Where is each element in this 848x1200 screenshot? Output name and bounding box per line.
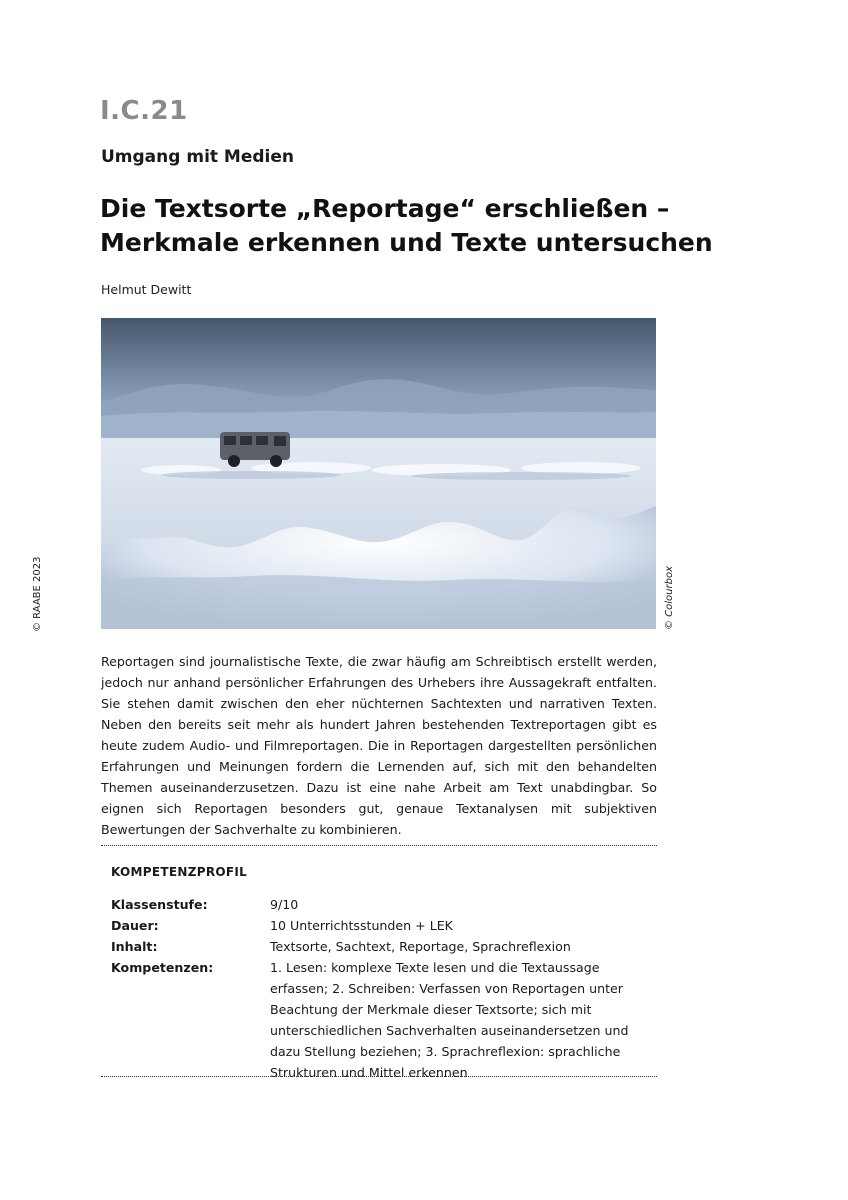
dotted-divider-top (101, 845, 657, 846)
profile-row-grade (111, 894, 651, 915)
dotted-divider-bottom (101, 1076, 657, 1077)
competence-profile (111, 894, 651, 1083)
section-title: Umgang mit Medien (101, 147, 295, 167)
profile-value: 1. Lesen: komplexe Texte lesen und die Textaussage erfassen; 2. Schreiben: Verfassen von Reportagen unter Beachtung der Merkmale dieser Textsorte; sich mit unterschiedlichen Sachverhalten auseinandersetzen und dazu Stellung beziehen; 3. Sprachreflexion: sprachliche Strukturen und Mittel erkennen (270, 960, 629, 1080)
profile-row-competences (111, 957, 651, 1083)
profile-value: Textsorte, Sachtext, Reportage, Sprachreflexion (270, 939, 571, 954)
profile-label: Kompetenzen: (111, 960, 214, 975)
profile-value: 9/10 (270, 897, 299, 912)
copyright-note: © RAABE 2023 (32, 556, 43, 632)
cover-photo (101, 318, 656, 629)
profile-label: Dauer: (111, 918, 159, 933)
author-name: Helmut Dewitt (101, 282, 192, 297)
intro-paragraph: Reportagen sind journalistische Texte, die zwar häufig am Schreibtisch erstellt werden, jedoch nur anhand persönlicher Erfahrungen des Urhebers ihre Aussagekraft entfalten. Sie stehen damit zwischen den eher nüchternen Sachtexten und narrativen Texten. Neben den bereits seit mehr als hundert Jahren bestehenden Textreportagen gibt es heute zudem Audio- und Filmreportagen. Die in Reportagen dargestellten persönlichen Erfahrungen und Meinungen fordern die Lernenden auf, sich mit den behandelten Themen auseinanderzusetzen. Dazu ist eine nahe Arbeit am Text unabdingbar. So eignen sich Reportagen besonders gut, genaue Textanalysen mit subjektiven Bewertungen der Sachverhalte zu kombinieren. (101, 654, 657, 837)
photo-credit: © Colourbox (664, 565, 675, 630)
profile-value: 10 Unterrichtsstunden + LEK (270, 918, 453, 933)
profile-row-content (111, 936, 651, 957)
page-title: Die Textsorte „Reportage“ erschließen – Merkmale erkennen und Texte untersuchen (100, 194, 713, 257)
competence-profile-heading: KOMPETENZPROFIL (111, 865, 248, 879)
unit-code: I.C.21 (100, 96, 188, 126)
profile-row-duration (111, 915, 651, 936)
profile-label: Klassenstufe: (111, 897, 208, 912)
profile-label: Inhalt: (111, 939, 158, 954)
